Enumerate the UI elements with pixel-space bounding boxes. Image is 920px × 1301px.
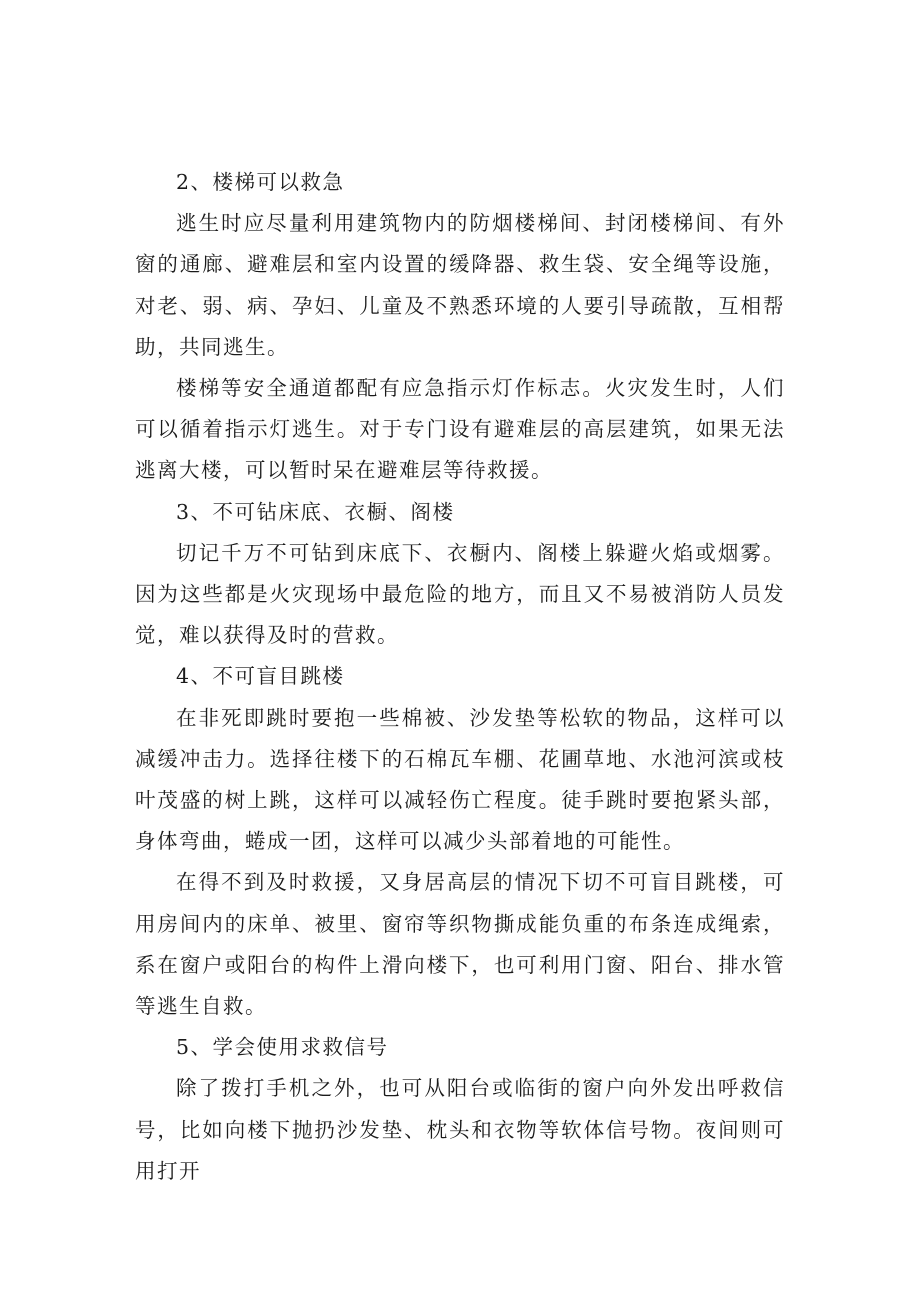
paragraph-no-hiding: 切记千万不可钻到床底下、衣橱内、阁楼上躲避火焰或烟雾。因为这些都是火灾现场中最危险的地方，而且又不易被消防人员发觉，难以获得及时的营救。 — [135, 540, 785, 648]
paragraph-jump-cushion: 在非死即跳时要抱一些棉被、沙发垫等松软的物品，这样可以减缓冲击力。选择往楼下的石棉瓦车棚、花圃草地、水池河滨或枝叶茂盛的树上跳，这样可以减轻伤亡程度。徒手跳时要抱紧头部，身体弯曲，蜷成一团，这样可以减少头部着地的可能性。 — [135, 705, 785, 854]
section-heading-2: 2、楼梯可以救急 — [176, 170, 345, 194]
paragraph-distress-signal: 除了拨打手机之外，也可从阳台或临街的窗户向外发出呼救信号，比如向楼下抛扔沙发垫、枕头和衣物等软体信号物。夜间则可用打开 — [135, 1076, 785, 1183]
section-heading-4: 4、不可盲目跳楼 — [176, 664, 345, 689]
paragraph-stairs-escape: 逃生时应尽量利用建筑物内的防烟楼梯间、封闭楼梯间、有外窗的通廊、避难层和室内设置的缓降器、救生袋、安全绳等设施，对老、弱、病、孕妇、儿童及不熟悉环境的人要引导疏散，互相帮助，共同逃生。 — [135, 211, 785, 359]
paragraph-emergency-lights: 楼梯等安全通道都配有应急指示灯作标志。火灾发生时，人们可以循着指示灯逃生。对于专门设有避难层的高层建筑，如果无法逃离大楼，可以暂时呆在避难层等待救援。 — [135, 376, 785, 483]
document-body — [135, 162, 785, 1192]
paragraph-rope-escape: 在得不到及时救援，又身居高层的情况下切不可盲目跳楼，可用房间内的床单、被里、窗帘等织物撕成能负重的布条连成绳索，系在窗户或阳台的构件上滑向楼下，也可利用门窗、阳台、排水管等逃生自救。 — [135, 870, 785, 1019]
section-heading-3: 3、不可钻床底、衣橱、阁楼 — [176, 499, 455, 524]
section-heading-5: 5、学会使用求救信号 — [176, 1035, 389, 1060]
